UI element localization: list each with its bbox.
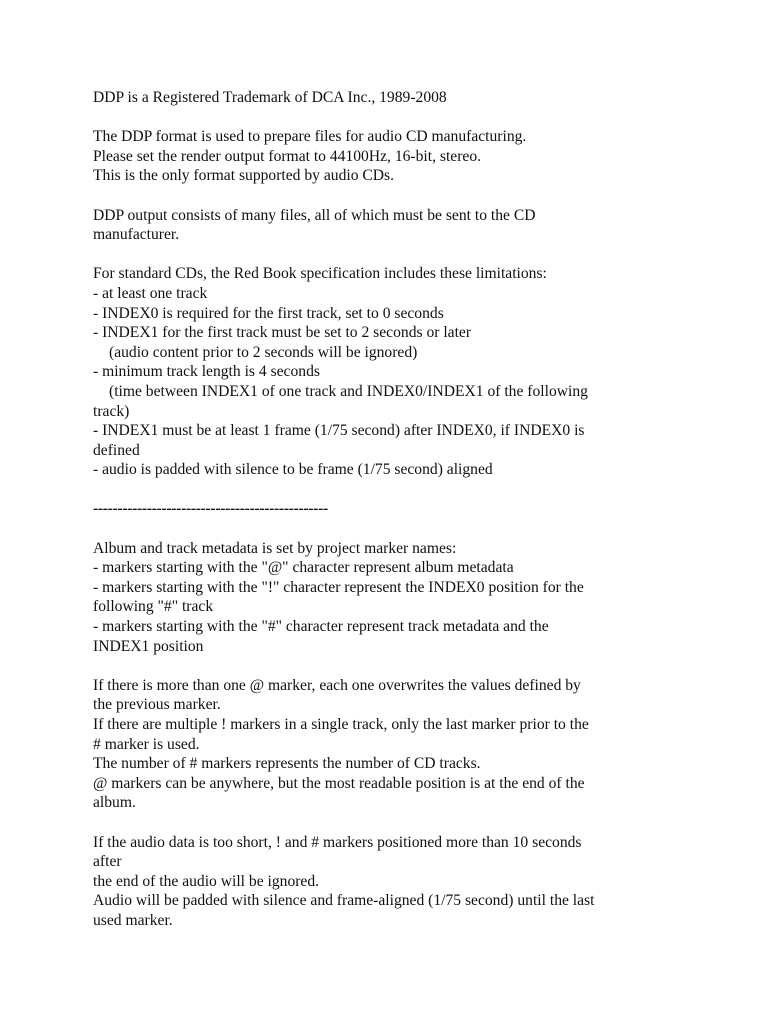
text-line: - markers starting with the "@" character represent album metadata (93, 559, 514, 577)
text-line: If there are multiple ! markers in a single track, only the last marker prior to the (93, 716, 589, 733)
text-line: If the audio data is too short, ! and # markers positioned more than 10 seconds (93, 833, 582, 851)
text-line: following "#" track (93, 598, 214, 616)
text-line: If there is more than one @ marker, each one overwrites the values defined by (93, 676, 581, 694)
text-line: For standard CDs, the Red Book specification includes these limitations: (93, 265, 547, 283)
paragraph-gap (93, 813, 683, 833)
text-line: (time between INDEX1 of one track and INDEX0/INDEX1 of the following (109, 382, 588, 400)
text-line: This is the only format supported by audio CDs. (93, 167, 395, 185)
text-line: The DDP format is used to prepare files for audio CD manufacturing. (93, 128, 527, 146)
text-line: manufacturer. (93, 226, 180, 244)
text-line: Please set the render output format to 44100Hz, 16-bit, stereo. (93, 147, 482, 165)
separator-line: ------------------------------------------------ (93, 500, 328, 518)
text-line: the end of the audio will be ignored. (93, 872, 320, 890)
paragraph-gap (93, 245, 683, 265)
document-body (93, 88, 683, 931)
text-line: - INDEX0 is required for the first track, set to 0 seconds (93, 304, 444, 322)
paragraph-gap (93, 186, 683, 206)
paragraph-gap (93, 656, 683, 676)
text-line: # marker is used. (93, 735, 200, 753)
text-line: defined (93, 441, 140, 459)
text-line: Album and track metadata is set by project marker names: (93, 539, 457, 557)
text-line: (audio content prior to 2 seconds will be ignored) (109, 343, 418, 361)
text-line: DDP output consists of many files, all of which must be sent to the CD (93, 206, 536, 224)
text-line: - INDEX1 for the first track must be set to 2 seconds or later (93, 324, 472, 342)
text-line: - markers starting with the "#" character represent track metadata and the (93, 618, 549, 636)
paragraph-gap (93, 519, 683, 539)
text-line: - audio is padded with silence to be frame (1/75 second) aligned (93, 461, 493, 479)
text-line: - minimum track length is 4 seconds (93, 363, 320, 381)
text-line: - at least one track (93, 284, 208, 302)
text-line: Audio will be padded with silence and frame-aligned (1/75 second) until the last (93, 892, 595, 910)
text-line: used marker. (93, 911, 173, 929)
text-line: - INDEX1 must be at least 1 frame (1/75 second) after INDEX0, if INDEX0 is (93, 422, 585, 440)
text-line: after (93, 853, 122, 871)
text-line: DDP is a Registered Trademark of DCA Inc., 1989-2008 (93, 89, 447, 106)
text-line: INDEX1 position (93, 637, 204, 655)
text-line: album. (93, 794, 136, 812)
text-line: track) (93, 402, 130, 420)
paragraph-gap (93, 480, 683, 500)
paragraph-gap (93, 108, 683, 128)
text-line: - markers starting with the "!" character represent the INDEX0 position for the (93, 578, 584, 596)
text-line: @ markers can be anywhere, but the most readable position is at the end of the (93, 774, 585, 792)
text-line: The number of # markers represents the number of CD tracks. (93, 755, 481, 773)
text-line: the previous marker. (93, 696, 221, 714)
